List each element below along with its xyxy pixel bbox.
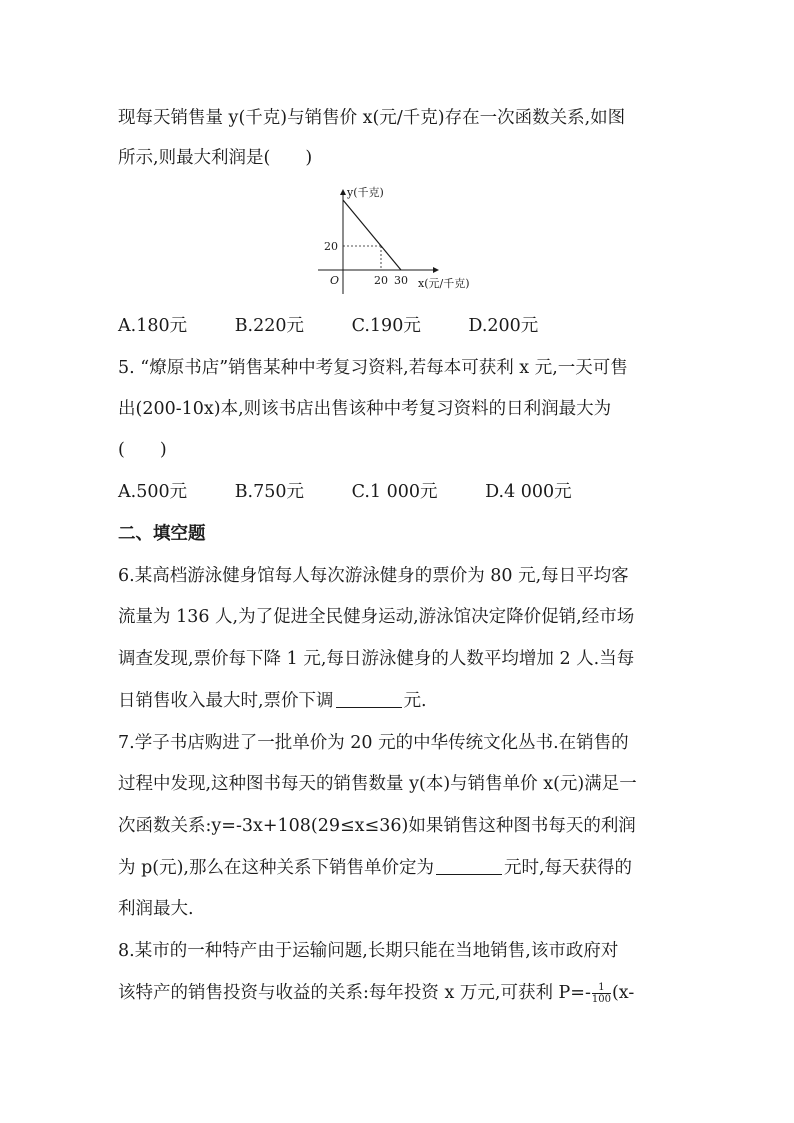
q5-option-a[interactable]: A.500元 xyxy=(118,482,188,502)
q5-option-b[interactable]: B.750元 xyxy=(234,482,305,502)
q4-option-a[interactable]: A.180元 xyxy=(118,316,188,336)
q7-text-line-3: 次函数关系:y=-3x+108(29≤x≤36)如果销售这种图书每天的利润 xyxy=(118,816,636,836)
q7-line-4-before: 为 p(元),那么在这种关系下销售单价定为 xyxy=(118,858,434,878)
q7-text-line-5: 利润最大. xyxy=(118,899,194,919)
q4-text-line-2: 所示,则最大利润是( ) xyxy=(118,148,313,168)
q6-line-4-before: 日销售收入最大时,票价下调 xyxy=(118,691,334,711)
x-axis-label: x(元/千克) xyxy=(418,277,470,290)
q4-text-line-1: 现每天销售量 y(千克)与销售价 x(元/千克)存在一次函数关系,如图 xyxy=(118,108,626,128)
q5-text-line-2: 出(200-10x)本,则该书店出售该种中考复习资料的日利润最大为 xyxy=(118,399,612,419)
q7-text-line-2: 过程中发现,这种图书每天的销售数量 y(本)与销售单价 x(元)满足一 xyxy=(118,774,637,794)
origin-label: O xyxy=(330,274,340,287)
q6-text-line-2: 流量为 136 人,为了促进全民健身运动,游泳馆决定降价促销,经市场 xyxy=(118,607,635,627)
q5-option-d[interactable]: D.4 000元 xyxy=(485,482,572,502)
q6-answer-blank[interactable] xyxy=(336,691,402,708)
q6-text-line-4 xyxy=(118,689,427,713)
x-tick-20: 20 xyxy=(374,274,388,287)
q4-option-d[interactable]: D.200元 xyxy=(468,316,539,336)
q7-answer-blank[interactable] xyxy=(436,858,502,875)
q7-text-line-4 xyxy=(118,856,632,880)
q8-fraction xyxy=(592,982,611,1005)
q8-text-line-2 xyxy=(118,981,634,1005)
q5-text-line-3: ( ) xyxy=(118,440,167,460)
q4-option-c[interactable]: C.190元 xyxy=(351,316,421,336)
q6-text-line-1: 6.某高档游泳健身馆每人每次游泳健身的票价为 80 元,每日平均客 xyxy=(118,566,629,586)
q5-options xyxy=(118,480,614,504)
q8-line-2-before: 该特产的销售投资与收益的关系:每年投资 x 万元,可获利 P=- xyxy=(118,983,591,1003)
q8-fraction-denominator: 100 xyxy=(591,994,611,1005)
section-title: 二、填空题 xyxy=(118,524,206,544)
q5-text-line-1: 5. “燎原书店”销售某种中考复习资料,若每本可获利 x 元,一天可售 xyxy=(118,358,628,378)
q5-option-c[interactable]: C.1 000元 xyxy=(351,482,438,502)
q4-function-graph xyxy=(310,180,490,298)
q7-line-4-after: 元时,每天获得的 xyxy=(503,858,633,878)
q8-fraction-numerator: 1 xyxy=(592,982,611,994)
q6-line-4-after: 元. xyxy=(403,691,427,711)
y-tick-20: 20 xyxy=(324,240,338,253)
x-tick-30: 30 xyxy=(394,274,408,287)
function-line xyxy=(343,200,401,270)
q7-text-line-1: 7.学子书店购进了一批单价为 20 元的中华传统文化丛书.在销售的 xyxy=(118,733,629,753)
q4-options xyxy=(118,314,580,338)
q6-text-line-3: 调查发现,票价每下降 1 元,每日游泳健身的人数平均增加 2 人.当每 xyxy=(118,649,635,669)
y-axis-label: y(千克) xyxy=(347,186,384,199)
q4-option-b[interactable]: B.220元 xyxy=(234,316,305,336)
q8-text-line-1: 8.某市的一种特产由于运输问题,长期只能在当地销售,该市政府对 xyxy=(118,941,619,961)
q8-line-2-after: (x- xyxy=(611,983,635,1003)
